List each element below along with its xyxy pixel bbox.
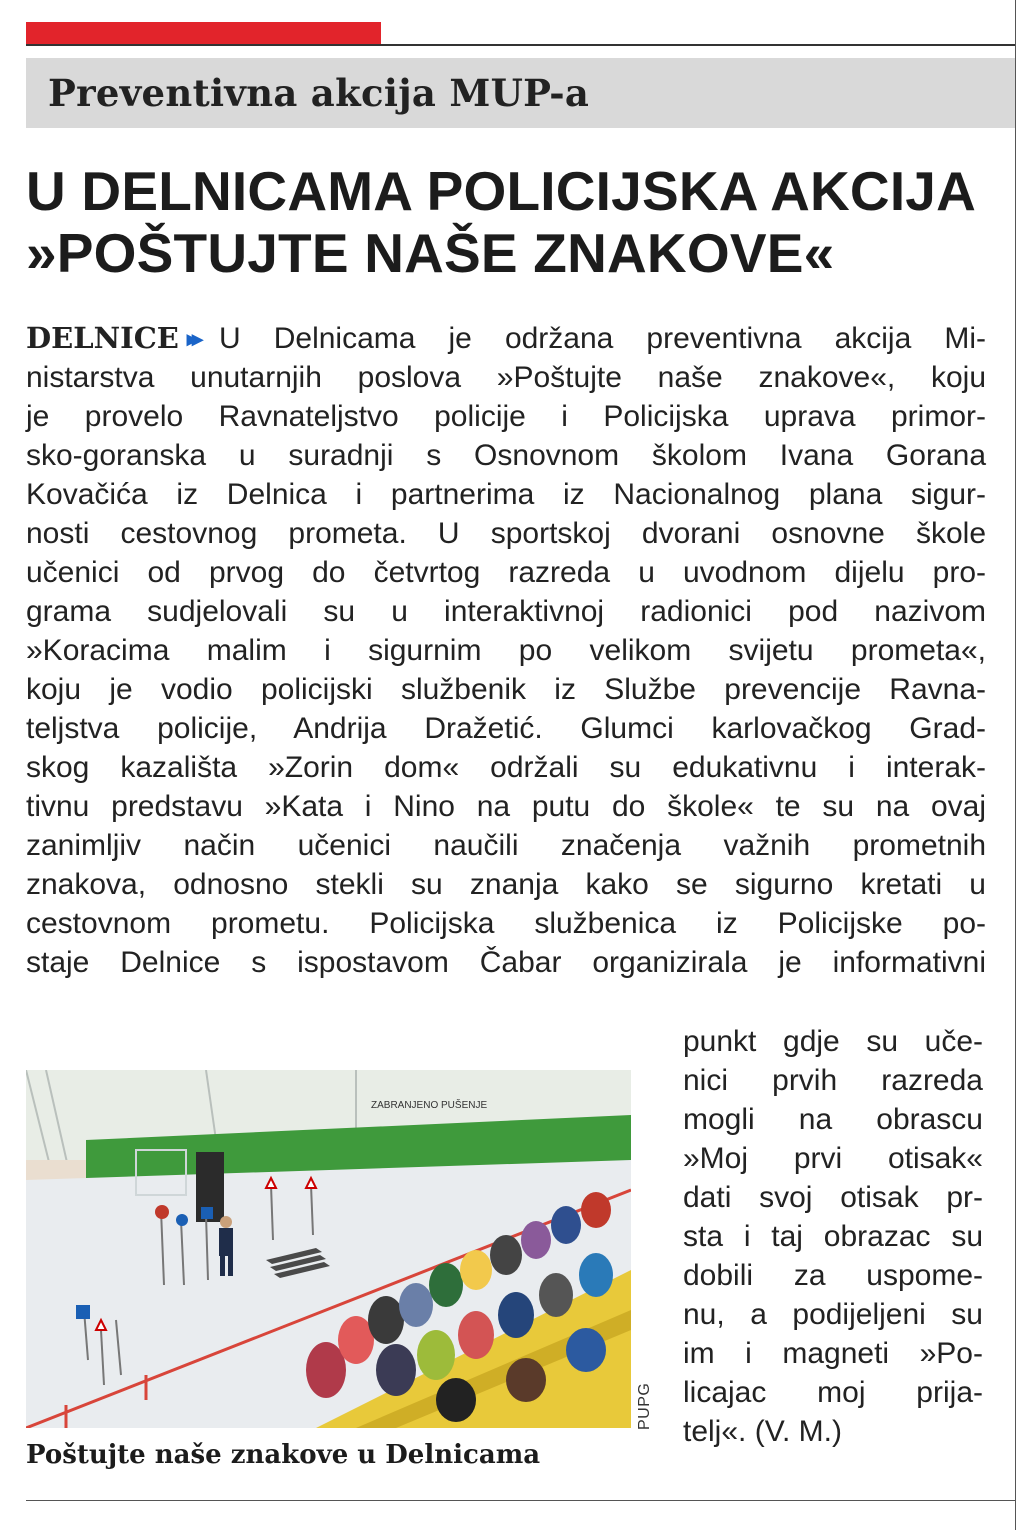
side-line: im i magneti »Po- [683, 1337, 983, 1370]
body-line: sko-goranska u suradnji s Osnovnom školom Ivana Gorana [26, 439, 986, 472]
side-line: licajac moj prija- [683, 1376, 983, 1409]
article-photo [26, 1070, 631, 1428]
photo-caption: Poštujte naše znakove u Delnicama [26, 1440, 541, 1470]
section-kicker: Preventivna akcija MUP-a [48, 71, 590, 115]
side-line: mogli na obrascu [683, 1103, 983, 1136]
body-line: je provelo Ravnateljstvo policije i Policijska uprava primor- [26, 400, 986, 433]
body-line: grama sudjelovali su u interaktivnoj radionici pod nazivom [26, 595, 986, 628]
no-smoking-sign: ZABRANJENO PUŠENJE [371, 1100, 488, 1111]
article-body [26, 319, 986, 982]
body-line: Kovačića iz Delnica i partnerima iz Nacionalnog plana sigur- [26, 478, 986, 511]
article-side-column [683, 1022, 983, 1451]
kicker-bar [26, 58, 1015, 128]
side-line: dati svoj otisak pr- [683, 1181, 983, 1214]
body-line: znakova, odnosno stekli su znanja kako se sigurno kretati u [26, 868, 986, 901]
article-headline [26, 160, 1015, 284]
right-column-rule [1015, 0, 1016, 1530]
dateline-arrow-icon: ▸▸ [186, 326, 197, 351]
body-line: teljstva policije, Andrija Dražetić. Glumci karlovačkog Grad- [26, 712, 986, 745]
body-line: tivnu predstavu »Kata i Nino na putu do škole« te su na ovaj [26, 790, 986, 823]
side-line: telj«. (V. M.) [683, 1415, 842, 1448]
body-line: »Koracima malim i sigurnim po velikom svijetu prometa«, [26, 634, 986, 667]
body-line: učenici od prvog do četvrtog razreda u uvodnom dijelu pro- [26, 556, 986, 589]
side-line: nu, a podijeljeni su [683, 1298, 983, 1331]
body-line: zanimljiv način učenici naučili značenja važnih prometnih [26, 829, 986, 862]
headline-line-1: U DELNICAMA POLICIJSKA AKCIJA [26, 160, 977, 222]
side-line: nici prvih razreda [683, 1064, 983, 1097]
side-line: dobili za uspome- [683, 1259, 983, 1292]
side-line: sta i taj obrazac su [683, 1220, 983, 1253]
body-line: nistarstva unutarnjih poslova »Poštujte naše znakove«, koju [26, 361, 986, 394]
body-line: nosti cestovnog prometa. U sportskoj dvorani osnovne škole [26, 517, 986, 550]
section-color-bar [26, 22, 381, 44]
body-line: cestovnom prometu. Policijska službenica iz Policijske po- [26, 907, 986, 940]
dateline: DELNICE [26, 321, 179, 355]
photo-credit: PUPG [636, 1382, 653, 1430]
side-line: »Moj prvi otisak« [683, 1142, 983, 1175]
body-line: staje Delnice s ispostavom Čabar organizirala je informativni [26, 946, 986, 979]
bottom-rule [26, 1500, 1015, 1501]
side-line: punkt gdje su uče- [683, 1025, 983, 1058]
headline-line-2: »POŠTUJTE NAŠE ZNAKOVE« [26, 222, 835, 284]
body-line: skog kazališta »Zorin dom« održali su edukativnu i interak- [26, 751, 986, 784]
body-line-text: U Delnicama je održana preventivna akcija Mi- [219, 322, 986, 355]
body-line: koju je vodio policijski službenik iz Službe prevencije Ravna- [26, 673, 986, 706]
photo-door [26, 1160, 86, 1180]
top-rule [26, 44, 1015, 46]
body-line-1 [26, 319, 986, 358]
gym-photo-illustration [26, 1070, 631, 1428]
